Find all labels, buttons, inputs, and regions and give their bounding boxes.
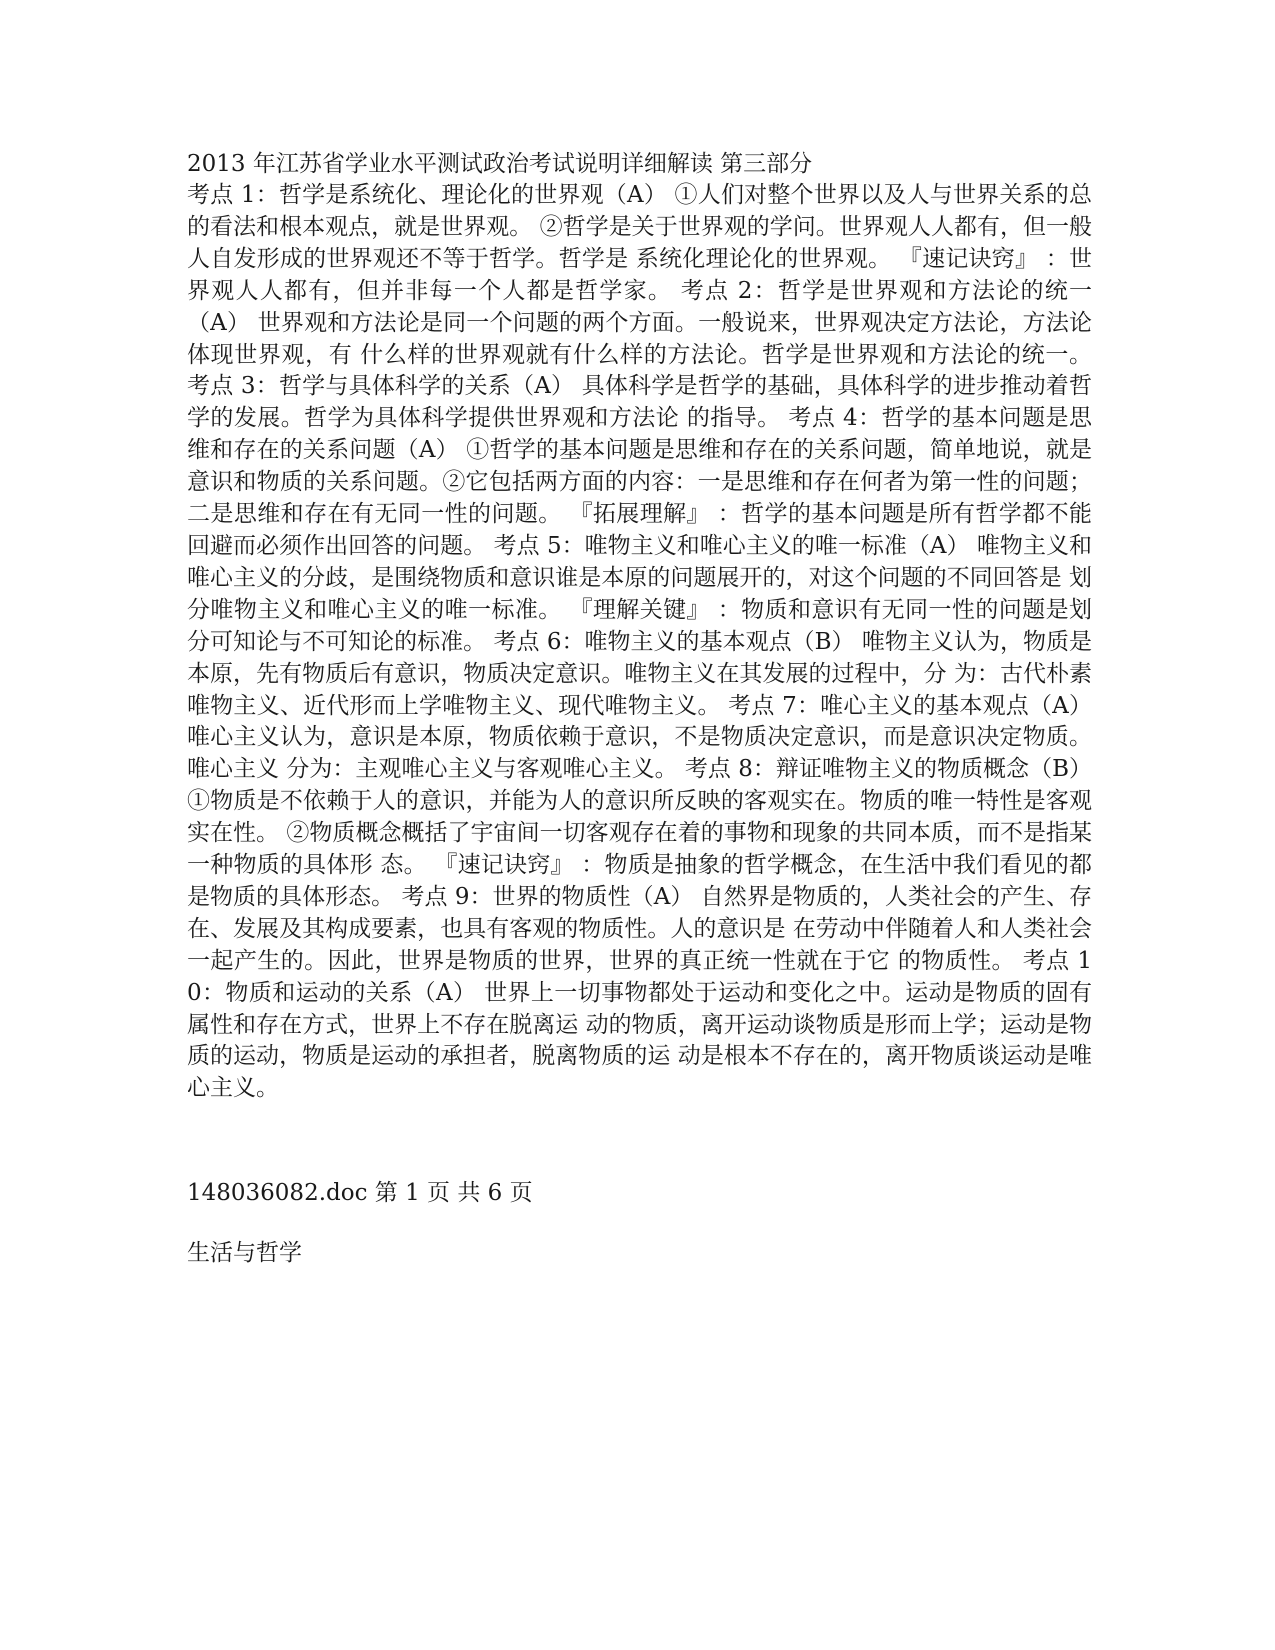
- section-heading: 生活与哲学: [187, 1240, 302, 1266]
- document-title: 2013 年江苏省学业水平测试政治考试说明详细解读 第三部分: [187, 151, 813, 177]
- page-footer: 148036082.doc 第 1 页 共 6 页: [187, 1180, 533, 1206]
- body-text: 考点 1：哲学是系统化、理论化的世界观（A） ①人们对整个世界以及人与世界关系的总的看法和根本观点，就是世界观。 ②哲学是关于世界观的学问。世界观人人都有，但一般人自发形成的世界观还不等于哲学。哲学是 系统化理论化的世界观。 『速记诀窍』 ：世界观人人都有，但并非每一个人都是哲学家。 考点 2：哲学是世界观和方法论的统一（A） 世界观和方法论是同一个问题的两个方面。一般说来，世界观决定方法论，方法论体现世界观，有 什么样的世界观就有什么样的方法论。哲学是世界观和方法论的统一。 考点 3：哲学与具体科学的关系（A） 具体科学是哲学的基础，具体科学的进步推动着哲学的发展。哲学为具体科学提供世界观和方法论 的指导。 考点 4：哲学的基本问题是思维和存在的关系问题（A） ①哲学的基本问题是思维和存在的关系问题，简单地说，就是意识和物质的关系问题。②它包括两方面的内容：一是思维和存在何者为第一性的问题；二是思维和存在有无同一性的问题。 『拓展理解』 ：哲学的基本问题是所有哲学都不能回避而必须作出回答的问题。 考点 5：唯物主义和唯心主义的唯一标准（A） 唯物主义和唯心主义的分歧，是围绕物质和意识谁是本原的问题展开的，对这个问题的不同回答是 划分唯物主义和唯心主义的唯一标准。 『理解关键』 ：物质和意识有无同一性的问题是划分可知论与不可知论的标准。 考点 6：唯物主义的基本观点（B） 唯物主义认为，物质是本原，先有物质后有意识，物质决定意识。唯物主义在其发展的过程中，分 为：古代朴素唯物主义、近代形而上学唯物主义、现代唯物主义。 考点 7：唯心主义的基本观点（A） 唯心主义认为，意识是本原，物质依赖于意识，不是物质决定意识，而是意识决定物质。唯心主义 分为：主观唯心主义与客观唯心主义。 考点 8：辩证唯物主义的物质概念（B） ①物质是不依赖于人的意识，并能为人的意识所反映的客观实在。物质的唯一特性是客观实在性。 ②物质概念概括了宇宙间一切客观存在着的事物和现象的共同本质，而不是指某一种物质的具体形 态。 『速记诀窍』 ：物质是抽象的哲学概念，在生活中我们看见的都是物质的具体形态。 考点 9：世界的物质性（A） 自然界是物质的，人类社会的产生、存在、发展及其构成要素，也具有客观的物质性。人的意识是 在劳动中伴随着人和人类社会一起产生的。因此，世界是物质的世界，世界的真正统一性就在于它 的物质性。 考点 10：物质和运动的关系（A） 世界上一切事物都处于运动和变化之中。运动是物质的固有属性和存在方式，世界上不存在脱离运 动的物质，离开运动谈物质是形而上学；运动是物质的运动，物质是运动的承担者，脱离物质的运 动是根本不存在的，离开物质谈运动是唯心主义。: [187, 182, 1092, 1102]
